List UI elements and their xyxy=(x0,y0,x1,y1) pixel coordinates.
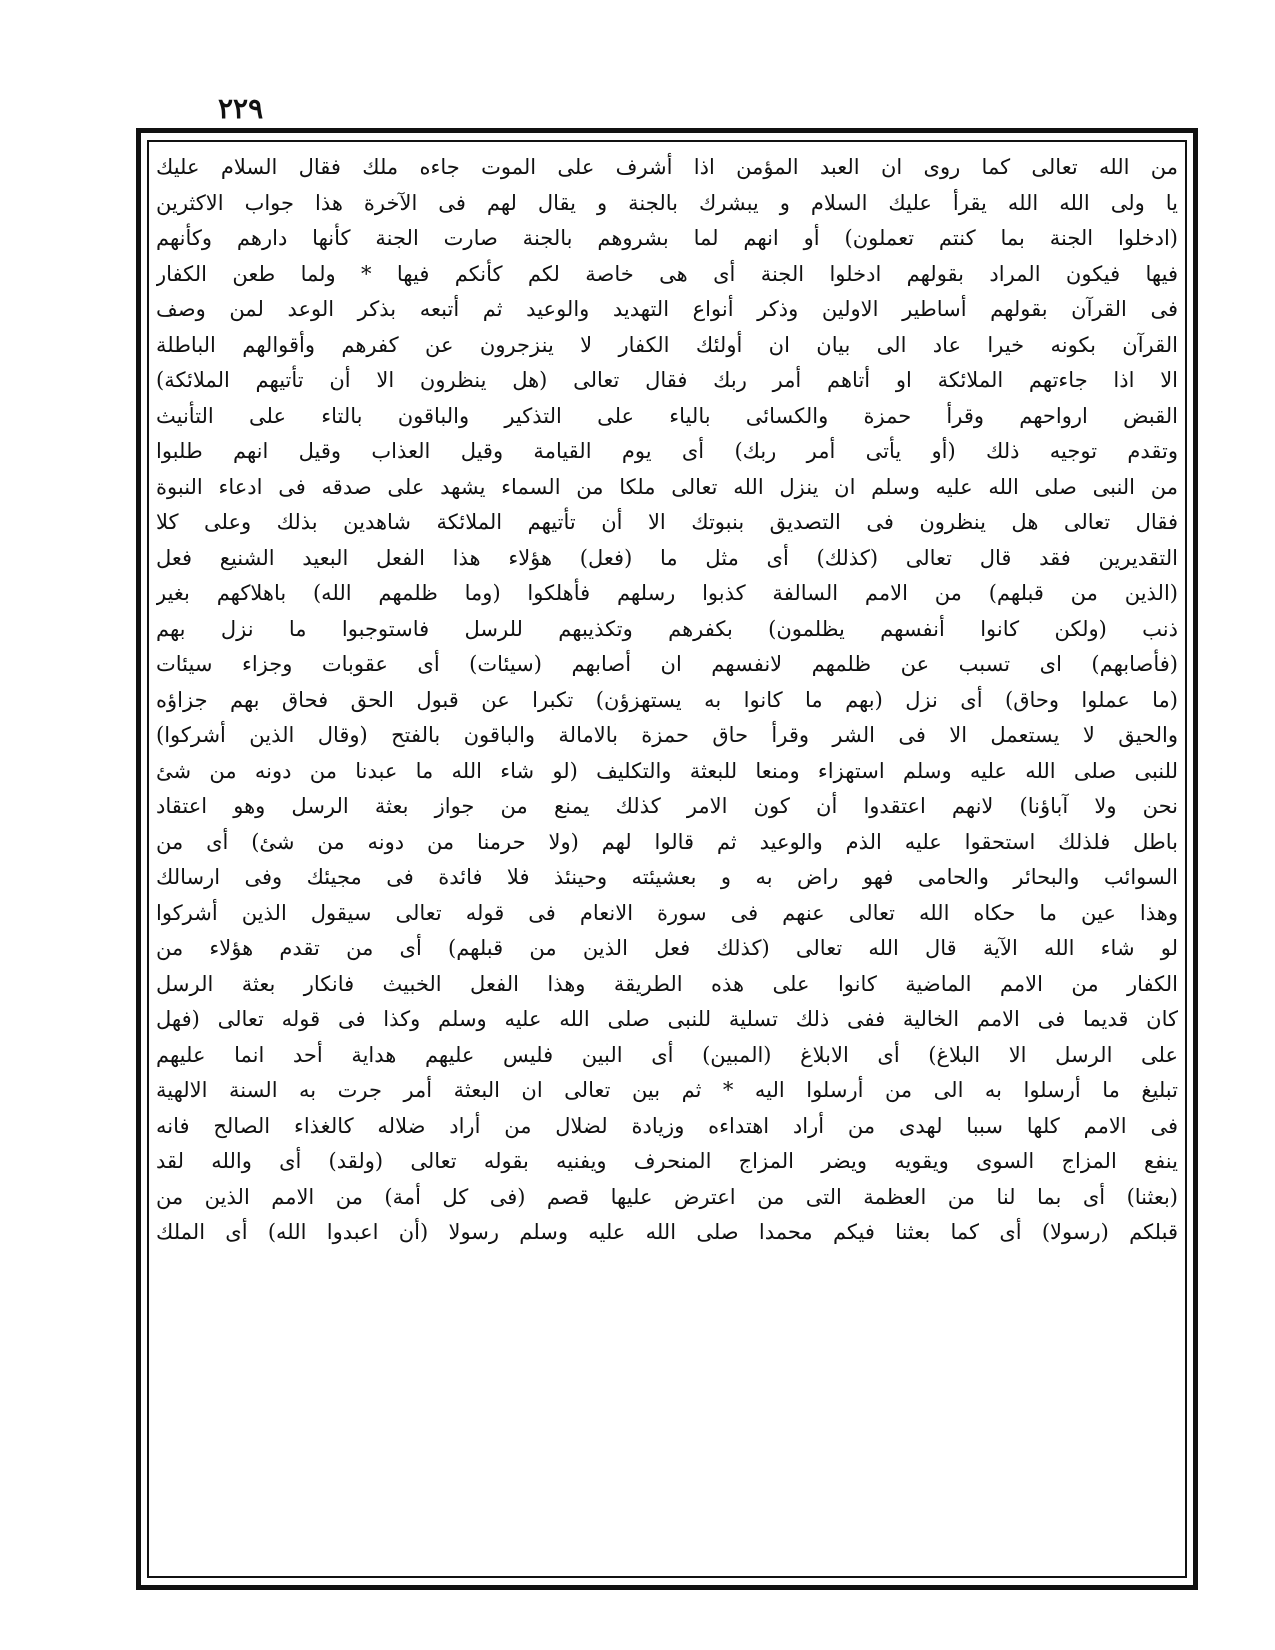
page-number: ٢٢٩ xyxy=(218,92,264,125)
text-line: كان قديما فى الامم الخالية ففى ذلك تسلية للنبى صلى الله عليه وسلم وكذا فى قوله تعالى (فهل xyxy=(156,1007,1178,1031)
text-line: الكفار من الامم الماضية كانوا على هذه الطريقة وهذا الفعل الخبيث فانكار بعثة الرسل xyxy=(156,971,1178,996)
text-line: (فأصابهم) اى تسبب عن ظلمهم لانفسهم ان أصابهم (سيئات) أى عقوبات وجزاء سيئات xyxy=(156,652,1178,676)
text-line: قبلكم (رسولا) أى كما بعثنا فيكم محمدا صلى الله عليه وسلم رسولا (أن اعبدوا الله) أى الملك xyxy=(156,1220,1178,1244)
text-line: من النبى صلى الله عليه وسلم ان ينزل الله تعالى ملكا من السماء يشهد على صدقه فى ادعاء النبوة xyxy=(156,474,1178,499)
text-line: نحن ولا آباؤنا) لانهم اعتقدوا أن كون الامر كذلك يمنع من جواز بعثة الرسل وهو اعتقاد xyxy=(156,794,1178,818)
text-line: فقال تعالى هل ينظرون فى التصديق بنبوتك الا أن تأتيهم الملائكة شاهدين بذلك وعلى كلا xyxy=(156,510,1178,534)
text-line: القبض ارواحهم وقرأ حمزة والكسائى بالياء على التذكير والباقون بالتاء على التأنيث xyxy=(156,403,1178,428)
text-line: لو شاء الله الآية قال الله تعالى (كذلك فعل الذين من قبلهم) أى من تقدم هؤلاء من xyxy=(156,936,1178,960)
text-line: الا اذا جاءتهم الملائكة او أتاهم أمر ربك فقال تعالى (هل ينظرون الا أن تأتيهم الملائكة) xyxy=(156,368,1178,392)
text-line: فيها فيكون المراد بقولهم ادخلوا الجنة أى هى خاصة لكم كأنكم فيها * ولما طعن الكفار xyxy=(156,261,1178,286)
text-line: باطل فلذلك استحقوا عليه الذم والوعيد ثم قالوا لهم (ولا حرمنا من دونه من شئ) أى من xyxy=(156,829,1178,854)
text-line: تبليغ ما أرسلوا به الى من أرسلوا اليه * ثم بين تعالى ان البعثة أمر جرت به السنة الالهية xyxy=(156,1078,1178,1102)
text-line: (ما عملوا وحاق) أى نزل (بهم ما كانوا به يستهزؤن) تكبرا عن قبول الحق فحاق بهم جزاؤه xyxy=(156,687,1178,712)
text-line: ذنب (ولكن كانوا أنفسهم يظلمون) بكفرهم وتكذيبهم للرسل فاستوجبوا ما نزل بهم xyxy=(156,616,1178,641)
text-line: للنبى صلى الله عليه وسلم استهزاء ومنعا للبعثة والتكليف (لو شاء الله ما عبدنا من دونه من شئ xyxy=(156,758,1178,783)
text-line: ينفع المزاج السوى ويقويه ويضر المزاج المنحرف ويفنيه بقوله تعالى (ولقد) أى والله لقد xyxy=(156,1149,1178,1173)
text-line: (بعثنا) أى بما لنا من العظمة التى من اعترض عليها قصم (فى كل أمة) من الامم الذين من xyxy=(156,1184,1178,1209)
text-line: فى القرآن بقولهم أساطير الاولين وذكر أنواع التهديد والوعيد ثم أتبعه بذكر الوعد لمن وصف xyxy=(156,297,1178,321)
text-line: فى الامم كلها سببا لهدى من أراد اهتداءه وزيادة لضلال من أراد ضلاله كالغذاء الصالح فانه xyxy=(156,1113,1178,1138)
text-line: القرآن بكونه خيرا عاد الى بيان ان أولئك الكفار لا ينزجرون عن كفرهم وأقوالهم الباطلة xyxy=(156,332,1178,357)
text-line: التقديرين فقد قال تعالى (كذلك) أى مثل ما (فعل) هؤلاء هذا الفعل البعيد الشنيع فعل xyxy=(156,545,1178,570)
text-line: من الله تعالى كما روى ان العبد المؤمن اذا أشرف على الموت جاءه ملك فقال السلام عليك xyxy=(156,155,1178,179)
text-line: والحيق لا يستعمل الا فى الشر وقرأ حاق حمزة بالامالة والباقون بالفتح (وقال الذين أشركوا) xyxy=(156,723,1178,747)
text-line: السوائب والبحائر والحامى فهو راض به و بعشيئته وحينئذ فلا فائدة فى مجيئك وفى ارسالك xyxy=(156,865,1178,889)
text-line: يا ولى الله الله يقرأ عليك السلام و يبشرك بالجنة و يقال لهم فى الآخرة هذا جواب الاكثرين xyxy=(156,190,1178,215)
text-line: على الرسل الا البلاغ) أى الابلاغ (المبين) أى البين فليس عليهم هداية أحد انما عليهم xyxy=(156,1042,1178,1067)
text-line: وهذا عين ما حكاه الله تعالى عنهم فى سورة الانعام فى قوله تعالى سيقول الذين أشركوا xyxy=(156,900,1178,925)
text-block xyxy=(156,150,1178,1570)
text-line: (الذين من قبلهم) من الامم السالفة كذبوا رسلهم فأهلكوا (وما ظلمهم الله) باهلاكهم بغير xyxy=(156,581,1178,605)
text-line: (ادخلوا الجنة بما كنتم تعملون) أو انهم لما بشروهم بالجنة صارت الجنة كأنها دارهم وكأنهم xyxy=(156,226,1178,250)
text-line: وتقدم توجيه ذلك (أو يأتى أمر ربك) أى يوم القيامة وقيل العذاب وقيل انهم طلبوا xyxy=(156,439,1178,463)
